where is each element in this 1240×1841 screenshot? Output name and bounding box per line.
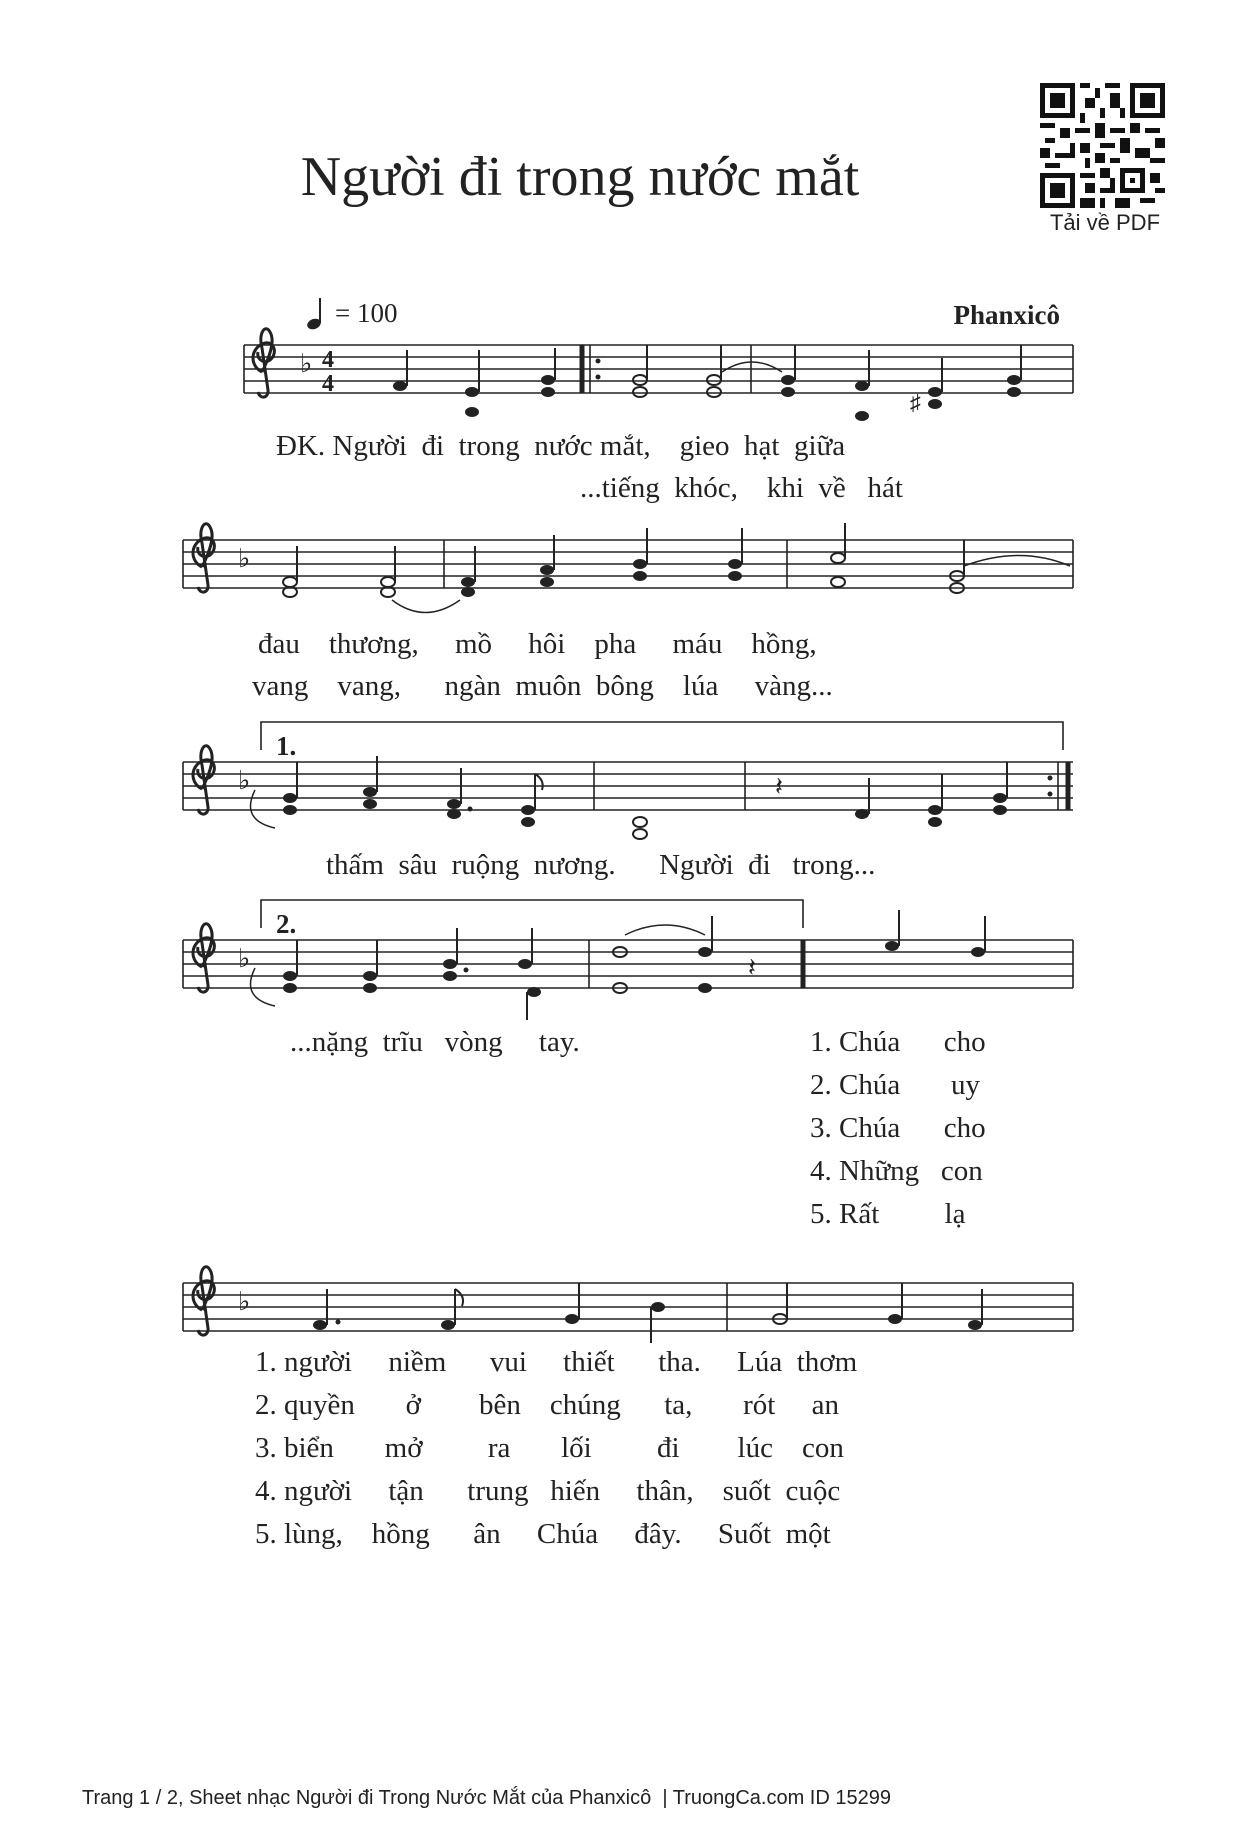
download-pdf-label[interactable]: Tải về PDF bbox=[1049, 210, 1161, 235]
lyrics-s4-verse5: 5. Rất lạ bbox=[810, 1198, 966, 1230]
staff-system-3 bbox=[183, 722, 1073, 810]
lyrics-s3-line1: thấm sâu ruộng nương. Người đi trong... bbox=[326, 849, 876, 881]
lyrics-s5-verse2: 2. quyền ở bên chúng ta, rót an bbox=[255, 1389, 839, 1421]
lyrics-s4-verse4: 4. Những con bbox=[810, 1155, 983, 1187]
svg-text:𝄽: 𝄽 bbox=[748, 953, 756, 982]
staff-system-2 bbox=[183, 540, 1073, 588]
notes-system-5 bbox=[313, 1283, 982, 1343]
lyrics-s2-line1: đau thương, mồ hôi pha máu hồng, bbox=[258, 628, 817, 660]
volta-2-label: 2. bbox=[276, 909, 297, 939]
tempo-marking: = 100 bbox=[305, 296, 397, 330]
flat-icon: ♭ bbox=[238, 766, 251, 795]
treble-clef-icon bbox=[193, 524, 214, 592]
song-title: Người đi trong nước mắt bbox=[300, 146, 860, 208]
flat-icon: ♭ bbox=[238, 1287, 251, 1316]
lyrics-s4-verse3: 3. Chúa cho bbox=[810, 1112, 986, 1144]
lyrics-s2-line2: vang vang, ngàn muôn bông lúa vàng... bbox=[252, 670, 833, 702]
treble-clef-icon bbox=[193, 746, 214, 814]
lyrics-s1-line1: ĐK. Người đi trong nước mắt, gieo hạt giữa bbox=[276, 430, 846, 462]
svg-text:♯: ♯ bbox=[910, 390, 921, 415]
flat-icon: ♭ bbox=[300, 349, 313, 378]
lyrics-s5-verse1: 1. người niềm vui thiết tha. Lúa thơm bbox=[255, 1346, 858, 1378]
volta-1-label: 1. bbox=[276, 731, 297, 761]
notes-system-2 bbox=[283, 523, 1070, 613]
notes-system-4 bbox=[251, 910, 986, 1020]
flat-icon: ♭ bbox=[238, 944, 251, 973]
svg-text:𝄽: 𝄽 bbox=[775, 772, 783, 801]
treble-clef-icon bbox=[193, 924, 214, 992]
treble-clef-icon bbox=[253, 329, 274, 397]
time-sig-bottom: 4 bbox=[322, 371, 334, 397]
flat-icon: ♭ bbox=[238, 544, 251, 573]
staff-system-1 bbox=[244, 345, 1073, 393]
lyrics-s5-verse3: 3. biển mở ra lối đi lúc con bbox=[255, 1432, 844, 1464]
staff-system-4 bbox=[183, 900, 1073, 988]
treble-clef-icon bbox=[193, 1267, 214, 1335]
time-sig-top: 4 bbox=[322, 347, 334, 373]
lyrics-s5-verse5: 5. lùng, hồng ân Chúa đây. Suốt một bbox=[255, 1518, 831, 1550]
lyrics-s4-verse1: 1. Chúa cho bbox=[810, 1026, 986, 1058]
lyrics-s4-line1: ...nặng trĩu vòng tay. bbox=[290, 1026, 580, 1058]
page-footer: Trang 1 / 2, Sheet nhạc Người đi Trong Nước Mắt của Phanxicô | TruongCa.com ID 15299 bbox=[82, 1787, 891, 1809]
composer-name: Phanxicô bbox=[953, 300, 1060, 330]
lyrics-s5-verse4: 4. người tận trung hiến thân, suốt cuộc bbox=[255, 1475, 841, 1507]
lyrics-s4-verse2: 2. Chúa uy bbox=[810, 1069, 980, 1101]
lyrics-s1-line2: ...tiếng khóc, khi về hát bbox=[580, 472, 903, 504]
